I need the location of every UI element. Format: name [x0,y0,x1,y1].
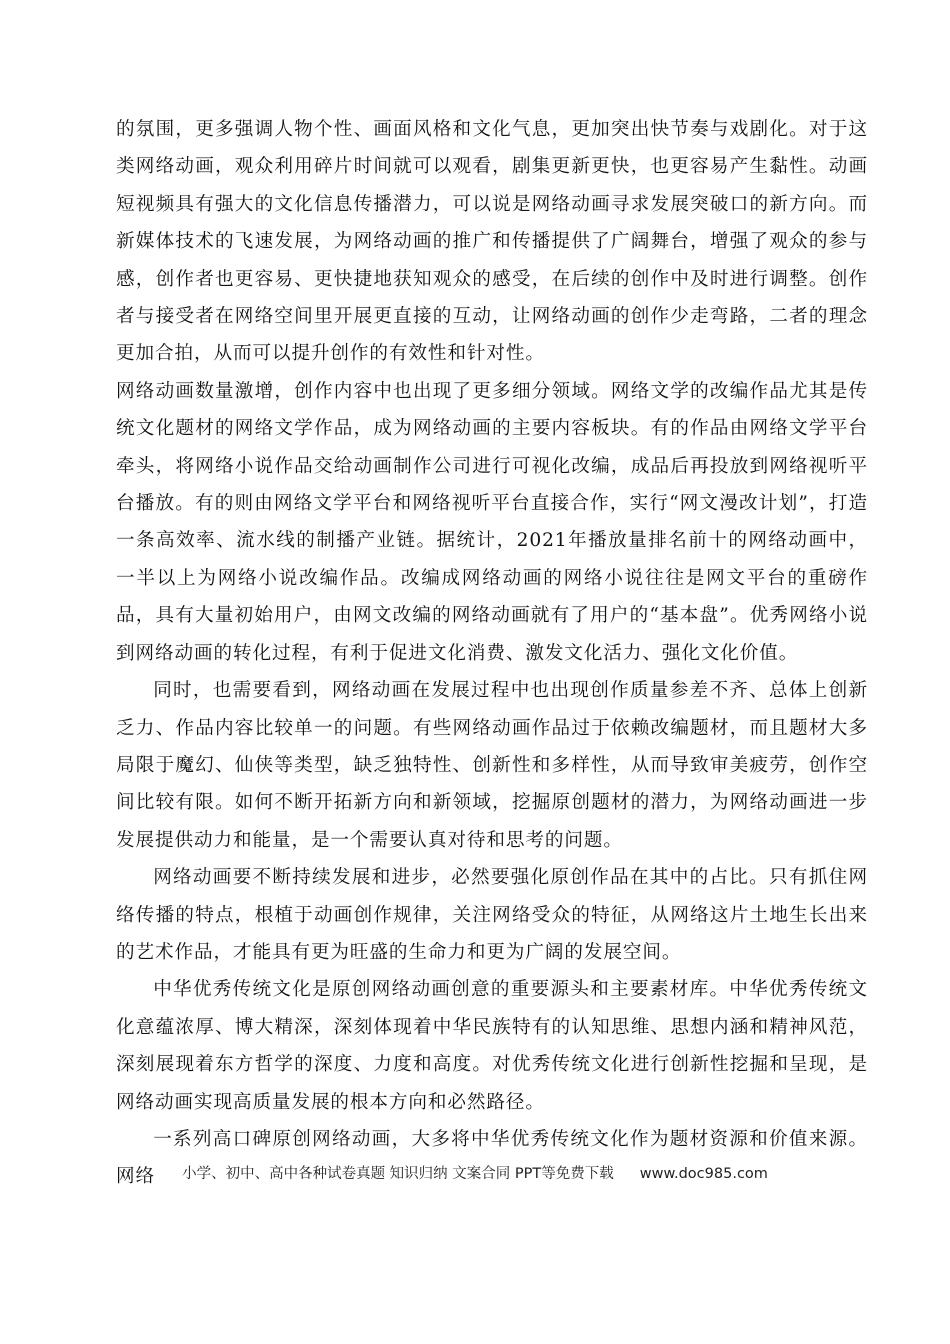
paragraph-4: 网络动画要不断持续发展和进步，必然要强化原创作品在其中的占比。只有抓住网络传播的特点，根植于动画创作规律，关注网络受众的特征，从网络这片土地生长出来的艺术作品，才能具有更为旺盛的生命力和更为广阔的发展空间。 [116,867,868,963]
page-footer [0,1162,950,1183]
paragraph-5: 中华优秀传统文化是原创网络动画创意的重要源头和主要素材库。中华优秀传统文化意蕴浓厚、博大精深，深刻体现着中华民族特有的认知思维、思想内涵和精神风范，深刻展现着东方哲学的深度、力度和高度。对优秀传统文化进行创新性挖掘和呈现，是网络动画实现高质量发展的根本方向和必然路径。 [116,979,868,1113]
paragraph-1: 的氛围，更多强调人物个性、画面风格和文化气息，更加突出快节奏与戏剧化。对于这类网络动画，观众利用碎片时间就可以观看，剧集更新更快，也更容易产生黏性。动画短视频具有强大的文化信息传播潜力，可以说是网络动画寻求发展突破口的新方向。而新媒体技术的飞速发展，为网络动画的推广和传播提供了广阔舞台，增强了观众的参与感，创作者也更容易、更快捷地获知观众的感受，在后续的创作中及时进行调整。创作者与接受者在网络空间里开展更直接的互动，让网络动画的创作少走弯路，二者的理念更加合拍，从而可以提升创作的有效性和针对性。 [116,119,868,365]
footer-text: 小学、初中、高中各种试卷真题 知识归纳 文案合同 PPT等免费下载 [182,1166,614,1182]
paragraph-2: 网络动画数量激增，创作内容中也出现了更多细分领域。网络文学的改编作品尤其是传统文化题材的网络文学作品，成为网络动画的主要内容板块。有的作品由网络文学平台牵头，将网络小说作品交给动画制作公司进行可视化改编，成品后再投放到网络视听平台播放。有的则由网络文学平台和网络视听平台直接合作，实行“网文漫改计划”，打造一条高效率、流水线的制播产业链。据统计，2021年播放量排名前十的网络动画中，一半以上为网络小说改编作品。改编成网络动画的网络小说往往是网文平台的重磅作品，具有大量初始用户，由网文改编的网络动画就有了用户的“基本盘”。优秀网络小说到网络动画的转化过程，有利于促进文化消费、激发文化活力、强化文化价值。 [116,380,868,664]
paragraph-6: 一系列高口碑原创网络动画，大多将中华优秀传统文化作为题材资源和价值来源。网络 [116,1128,868,1188]
article-body [116,111,868,1196]
paragraph-3: 同时，也需要看到，网络动画在发展过程中也出现创作质量参差不齐、总体上创新乏力、作品内容比较单一的问题。有些网络动画作品过于依赖改编题材，而且题材大多局限于魔幻、仙侠等类型，缺乏独特性、创新性和多样性，从而导致审美疲劳，创作空间比较有限。如何不断开拓新方向和新领域，挖掘原创题材的潜力，为网络动画进一步发展提供动力和能量，是一个需要认真对待和思考的问题。 [116,680,868,851]
footer-url[interactable]: www.doc985.com [639,1166,768,1182]
